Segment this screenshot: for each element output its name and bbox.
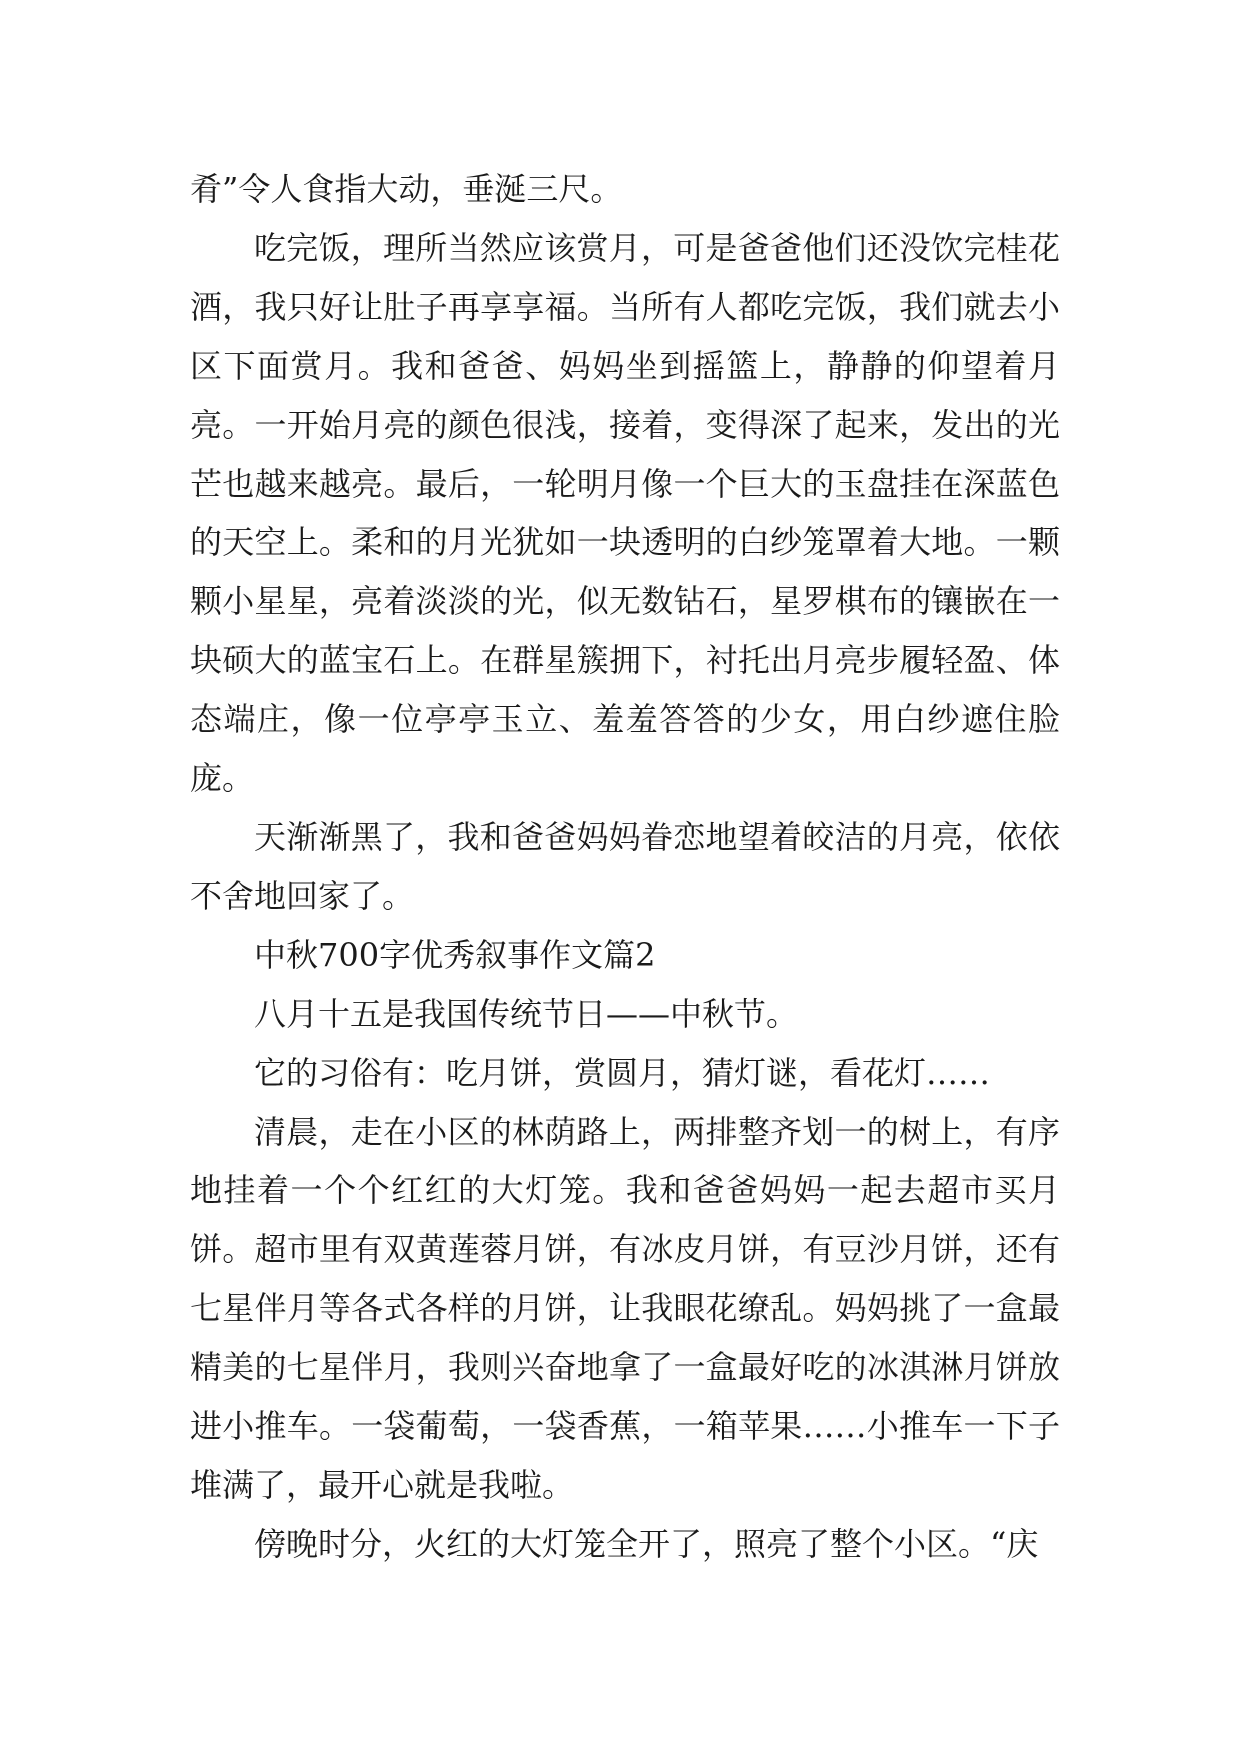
paragraph: 傍晚时分，火红的大灯笼全开了，照亮了整个小区。“庆 (254, 1524, 1039, 1563)
paragraph: 清晨，走在小区的林荫路上，两排整齐划一的树上，有序地挂着一个个红红的大灯笼。我和爸爸妈妈一起去超市买月饼。超市里有双黄莲蓉月饼，有冰皮月饼，有豆沙月饼，还有七星伴月等各式各样的月饼，让我眼花缭乱。妈妈挑了一盒最精美的七星伴月，我则兴奋地拿了一盒最好吃的冰淇淋月饼放进小推车。一袋葡萄，一袋香蕉，一箱苹果……小推车一下子堆满了，最开心就是我啦。 (190, 1112, 1060, 1504)
paragraph: 八月十五是我国传统节日——中秋节。 (254, 994, 799, 1033)
paragraph: 天渐渐黑了，我和爸爸妈妈眷恋地望着皎洁的月亮，依依不舍地回家了。 (190, 817, 1060, 915)
paragraph: 吃完饭，理所当然应该赏月，可是爸爸他们还没饮完桂花酒，我只好让肚子再享享福。当所有人都吃完饭，我们就去小区下面赏月。我和爸爸、妈妈坐到摇篮上，静静的仰望着月亮。一开始月亮的颜色很浅，接着，变得深了起来，发出的光芒也越来越亮。最后，一轮明月像一个巨大的玉盘挂在深蓝色的天空上。柔和的月光犹如一块透明的白纱笼罩着大地。一颗颗小星星，亮着淡淡的光，似无数钻石，星罗棋布的镶嵌在一块硕大的蓝宝石上。在群星簇拥下，衬托出月亮步履轻盈、体态端庄，像一位亭亭玉立、羞羞答答的少女，用白纱遮住脸庞。 (190, 228, 1060, 798)
paragraph-continuation: 肴”令人食指大动，垂涎三尺。 (190, 170, 623, 208)
body-text (190, 160, 1060, 1574)
section-heading: 中秋700字优秀叙事作文篇2 (254, 935, 656, 974)
paragraph: 它的习俗有：吃月饼，赏圆月，猜灯谜，看花灯…… (254, 1053, 991, 1092)
